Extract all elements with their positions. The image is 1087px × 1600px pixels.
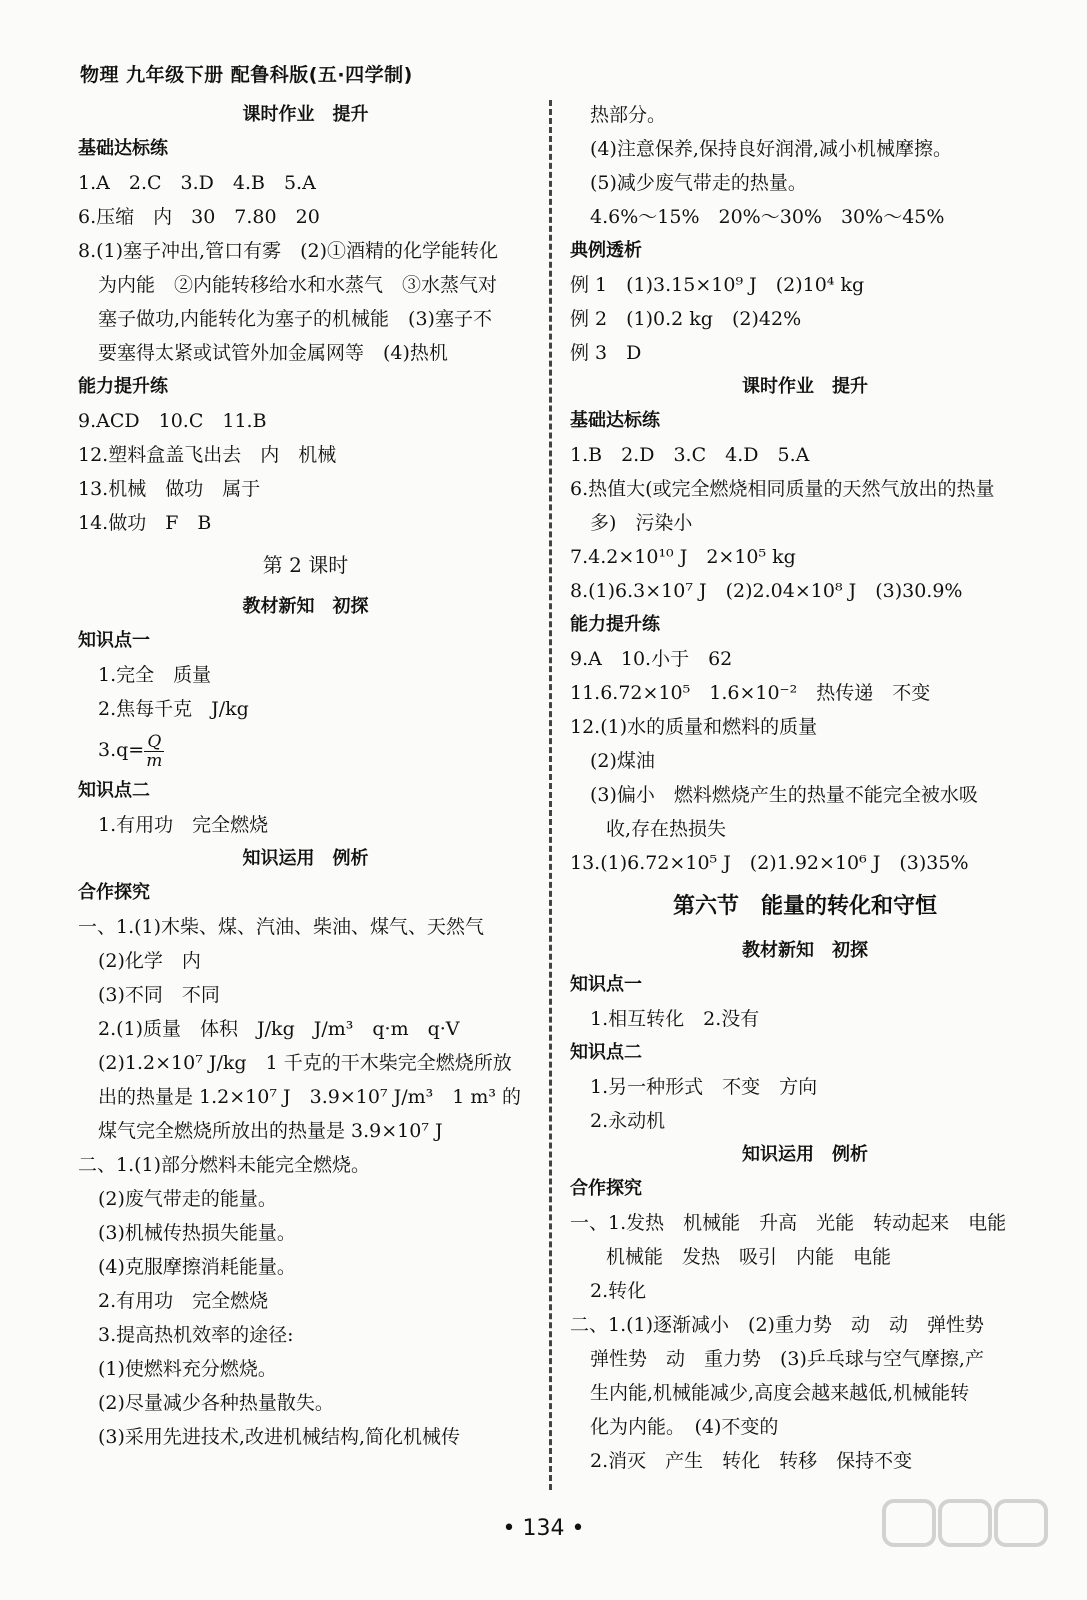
left-line-27: (2)1.2×10⁷ J/kg 1 千克的干木柴完全燃烧所放 bbox=[98, 1052, 512, 1074]
right-line-2: (5)减少废气带走的热量。 bbox=[590, 172, 807, 194]
right-line-23: 第六节 能量的转化和守恒 bbox=[672, 894, 937, 919]
left-line-13: 第 2 课时 bbox=[262, 553, 349, 577]
fraction bbox=[144, 733, 164, 770]
left-line-25: (3)不同 不同 bbox=[98, 984, 220, 1006]
left-line-0: 课时作业 提升 bbox=[242, 104, 369, 125]
right-line-20: (3)偏小 燃料燃烧产生的热量不能完全被水吸 bbox=[590, 784, 978, 806]
right-line-34: 2.转化 bbox=[590, 1280, 647, 1302]
left-line-6: 塞子做功,内能转化为塞子的机械能 (3)塞子不 bbox=[98, 308, 492, 330]
left-line-38: (3)采用先进技术,改进机械结构,简化机械传 bbox=[98, 1426, 460, 1448]
right-line-24: 教材新知 初探 bbox=[742, 940, 868, 961]
left-line-24: (2)化学 内 bbox=[98, 950, 201, 972]
right-column bbox=[570, 98, 1040, 1478]
right-line-38: 化为内能。 (4)不变的 bbox=[590, 1416, 779, 1438]
left-line-19: 知识点二 bbox=[78, 780, 150, 801]
left-line-32: (3)机械传热损失能量。 bbox=[98, 1222, 296, 1244]
right-line-3: 4.6%～15% 20%～30% 30%～45% bbox=[590, 206, 945, 228]
left-line-37: (2)尽量减少各种热量散失。 bbox=[98, 1392, 334, 1414]
page-header: 物理 九年级下册 配鲁科版(五·四学制) bbox=[80, 64, 413, 86]
left-line-11: 13.机械 做功 属于 bbox=[78, 478, 261, 500]
left-line-15: 知识点一 bbox=[78, 630, 150, 651]
right-line-17: 11.6.72×10⁵ 1.6×10⁻² 热传递 不变 bbox=[570, 682, 931, 704]
left-line-22: 合作探究 bbox=[78, 882, 150, 903]
right-line-27: 知识点二 bbox=[570, 1042, 642, 1063]
left-line-20: 1.有用功 完全燃烧 bbox=[98, 814, 269, 836]
left-line-2: 1.A 2.C 3.D 4.B 5.A bbox=[78, 172, 316, 194]
right-line-14: 8.(1)6.3×10⁷ J (2)2.04×10⁸ J (3)30.9% bbox=[570, 580, 963, 602]
left-line-16: 1.完全 质量 bbox=[98, 664, 212, 686]
right-line-7: 例 3 D bbox=[570, 342, 642, 364]
right-line-15: 能力提升练 bbox=[570, 614, 660, 635]
right-line-11: 6.热值大(或完全燃烧相同质量的天然气放出的热量 bbox=[570, 478, 995, 500]
right-line-36: 弹性势 动 重力势 (3)乒乓球与空气摩擦,产 bbox=[590, 1348, 984, 1370]
left-line-29: 煤气完全燃烧所放出的热量是 3.9×10⁷ J bbox=[98, 1120, 443, 1142]
right-line-12: 多) 污染小 bbox=[590, 512, 693, 534]
left-line-35: 3.提高热机效率的途径: bbox=[98, 1324, 294, 1346]
formula-lhs: 3.q= bbox=[98, 739, 145, 761]
right-line-6: 例 2 (1)0.2 kg (2)42% bbox=[570, 308, 802, 330]
right-line-9: 基础达标练 bbox=[570, 410, 660, 431]
left-line-23: 一、1.(1)木柴、煤、汽油、柴油、煤气、天然气 bbox=[78, 916, 485, 938]
left-line-10: 12.塑料盒盖飞出去 内 机械 bbox=[78, 444, 337, 466]
left-line-17: 2.焦每千克 J/kg bbox=[98, 698, 249, 720]
right-line-29: 2.永动机 bbox=[590, 1110, 666, 1132]
column-divider bbox=[549, 100, 552, 1490]
left-line-3: 6.压缩 内 30 7.80 20 bbox=[78, 206, 320, 228]
left-line-12: 14.做功 F B bbox=[78, 512, 212, 534]
right-line-28: 1.另一种形式 不变 方向 bbox=[590, 1076, 818, 1098]
left-line-36: (1)使燃料充分燃烧。 bbox=[98, 1358, 277, 1380]
right-line-39: 2.消灭 产生 转化 转移 保持不变 bbox=[590, 1450, 913, 1472]
left-line-28: 出的热量是 1.2×10⁷ J 3.9×10⁷ J/m³ 1 m³ 的 bbox=[98, 1086, 522, 1108]
left-line-7: 要塞得太紧或试管外加金属网等 (4)热机 bbox=[98, 342, 448, 364]
right-line-18: 12.(1)水的质量和燃料的质量 bbox=[570, 716, 818, 738]
fraction-numerator: Q bbox=[144, 733, 164, 752]
right-line-21: 收,存在热损失 bbox=[606, 818, 727, 840]
right-line-16: 9.A 10.小于 62 bbox=[570, 648, 733, 670]
right-line-31: 合作探究 bbox=[570, 1178, 642, 1199]
left-line-34: 2.有用功 完全燃烧 bbox=[98, 1290, 269, 1312]
left-line-8: 能力提升练 bbox=[78, 376, 168, 397]
right-line-37: 生内能,机械能减少,高度会越来越低,机械能转 bbox=[590, 1382, 970, 1404]
left-line-5: 为内能 ②内能转移给水和水蒸气 ③水蒸气对 bbox=[98, 274, 498, 296]
left-line-1: 基础达标练 bbox=[78, 138, 168, 159]
right-line-33: 机械能 发热 吸引 内能 电能 bbox=[606, 1246, 892, 1268]
left-column bbox=[78, 98, 533, 1454]
right-line-22: 13.(1)6.72×10⁵ J (2)1.92×10⁶ J (3)35% bbox=[570, 852, 969, 874]
left-line-14: 教材新知 初探 bbox=[242, 596, 369, 617]
right-line-35: 二、1.(1)逐渐减小 (2)重力势 动 动 弹性势 bbox=[570, 1314, 984, 1336]
left-line-33: (4)克服摩擦消耗能量。 bbox=[98, 1256, 296, 1278]
right-line-1: (4)注意保养,保持良好润滑,减小机械摩擦。 bbox=[590, 138, 952, 160]
right-line-30: 知识运用 例析 bbox=[742, 1144, 868, 1165]
right-line-5: 例 1 (1)3.15×10⁹ J (2)10⁴ kg bbox=[570, 274, 865, 296]
left-line-9: 9.ACD 10.C 11.B bbox=[78, 410, 267, 432]
left-line-31: (2)废气带走的能量。 bbox=[98, 1188, 277, 1210]
right-line-10: 1.B 2.D 3.C 4.D 5.A bbox=[570, 444, 810, 466]
right-line-13: 7.4.2×10¹⁰ J 2×10⁵ kg bbox=[570, 546, 796, 568]
left-line-26: 2.(1)质量 体积 J/kg J/m³ q·m q·V bbox=[98, 1018, 460, 1040]
right-line-0: 热部分。 bbox=[590, 104, 667, 126]
right-line-4: 典例透析 bbox=[570, 240, 642, 261]
right-line-25: 知识点一 bbox=[570, 974, 642, 995]
right-line-26: 1.相互转化 2.没有 bbox=[590, 1008, 760, 1030]
left-line-21: 知识运用 例析 bbox=[242, 848, 369, 869]
watermark-logo-icon bbox=[880, 1495, 1050, 1585]
left-line-18 bbox=[78, 726, 533, 774]
right-line-8: 课时作业 提升 bbox=[742, 376, 868, 397]
left-line-30: 二、1.(1)部分燃料未能完全燃烧。 bbox=[78, 1154, 371, 1176]
page-number: • 134 • bbox=[502, 1516, 585, 1541]
right-line-32: 一、1.发热 机械能 升高 光能 转动起来 电能 bbox=[570, 1212, 1007, 1234]
fraction-denominator: m bbox=[146, 750, 163, 771]
right-line-19: (2)煤油 bbox=[590, 750, 655, 772]
left-line-4: 8.(1)塞子冲出,管口有雾 (2)①酒精的化学能转化 bbox=[78, 240, 498, 262]
